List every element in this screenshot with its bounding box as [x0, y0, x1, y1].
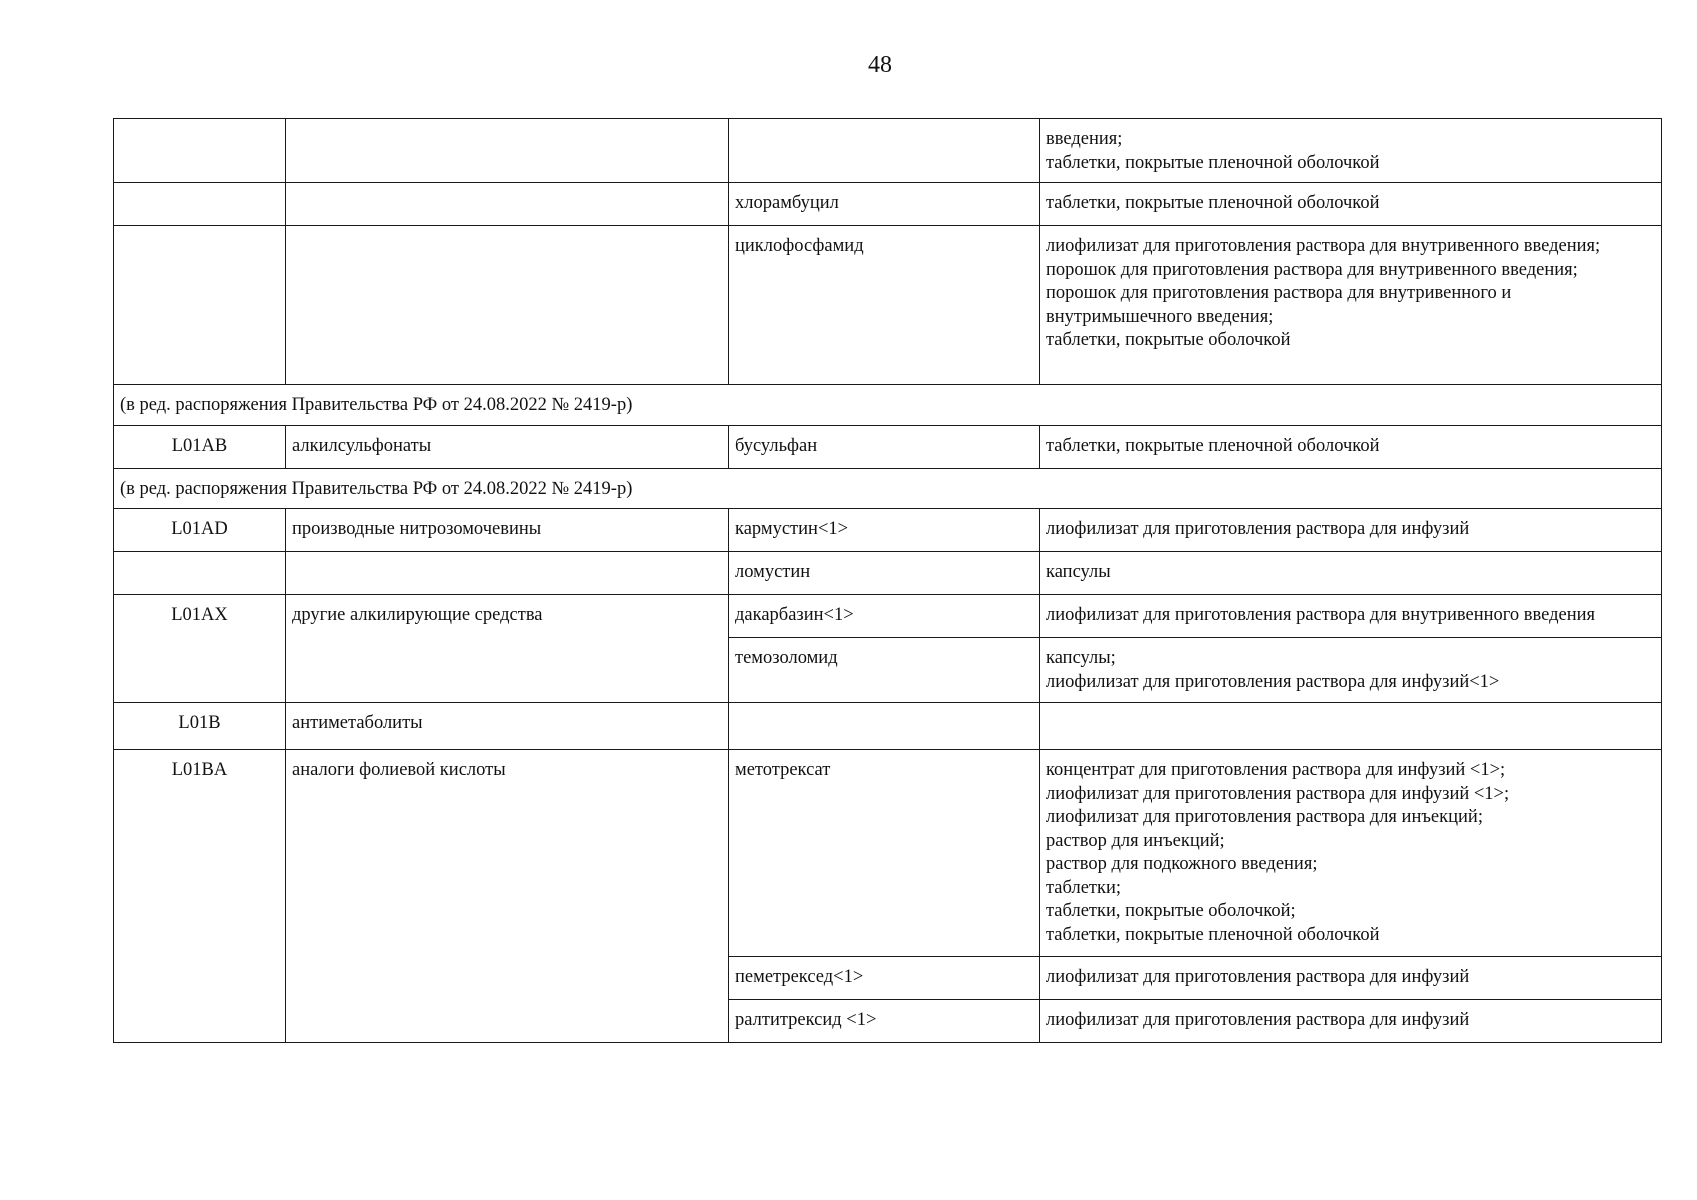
drug-name-cell: бусульфан: [729, 425, 1040, 468]
table-row: [114, 509, 1662, 552]
group-name-cell: [286, 552, 729, 595]
dosage-form-line: лиофилизат для приготовления раствора для инфузий<1>: [1046, 671, 1500, 692]
dosage-forms-cell: [1040, 750, 1662, 957]
atc-code-cell: L01AD: [114, 509, 286, 552]
page-number: 48: [868, 52, 892, 78]
group-name-cell: [286, 119, 729, 183]
drug-name-cell: метотрексат: [729, 750, 1040, 957]
dosage-forms-cell: [1040, 552, 1662, 595]
dosage-form-line: лиофилизат для приготовления раствора для инъекций;: [1046, 807, 1483, 827]
dosage-form-line: лиофилизат для приготовления раствора для инфузий: [1046, 519, 1470, 539]
dosage-form-line: таблетки, покрытые оболочкой;: [1046, 901, 1296, 921]
group-name-cell: антиметаболиты: [286, 703, 729, 750]
table-row: [114, 703, 1662, 750]
dosage-form-line: лиофилизат для приготовления раствора для инфузий: [1046, 1010, 1470, 1030]
drug-name-cell: дакарбазин<1>: [729, 595, 1040, 638]
dosage-form-line: лиофилизат для приготовления раствора для внутривенного введения: [1046, 605, 1596, 625]
group-name-cell: другие алкилирующие средства: [286, 595, 729, 703]
dosage-form-line: лиофилизат для приготовления раствора для инфузий: [1046, 967, 1470, 987]
table-row: [114, 119, 1662, 183]
drug-name-cell: [729, 119, 1040, 183]
group-name-cell: [286, 226, 729, 385]
dosage-form-line: введения;: [1046, 129, 1123, 149]
dosage-form-line: лиофилизат для приготовления раствора для инфузий <1>;: [1046, 783, 1510, 804]
table-row: [114, 552, 1662, 595]
atc-code-cell: [114, 183, 286, 226]
dosage-form-line: лиофилизат для приготовления раствора для внутривенного введения;: [1046, 236, 1601, 256]
dosage-forms-cell: [1040, 226, 1662, 385]
dosage-form-line: таблетки, покрытые пленочной оболочкой: [1046, 924, 1380, 945]
atc-code-cell: [114, 226, 286, 385]
dosage-form-line: таблетки, покрытые оболочкой: [1046, 330, 1291, 350]
edit-note: (в ред. распоряжения Правительства РФ от 24.08.2022 № 2419-р): [114, 468, 1662, 509]
dosage-form-line: порошок для приготовления раствора для внутривенного введения;: [1046, 259, 1578, 280]
edit-note-row: [114, 468, 1662, 509]
drug-name-cell: ралтитрексид <1>: [729, 1000, 1040, 1043]
group-name-cell: [286, 183, 729, 226]
dosage-forms-cell: [1040, 957, 1662, 1000]
table-row: [114, 183, 1662, 226]
dosage-form-line: таблетки, покрытые пленочной оболочкой: [1046, 193, 1380, 213]
drug-name-cell: кармустин<1>: [729, 509, 1040, 552]
dosage-forms-cell: [1040, 425, 1662, 468]
edit-note-row: [114, 385, 1662, 426]
dosage-form-line: таблетки, покрытые пленочной оболочкой: [1046, 152, 1380, 173]
dosage-form-line: раствор для подкожного введения;: [1046, 854, 1318, 874]
atc-code-cell: [114, 552, 286, 595]
group-name-cell: аналоги фолиевой кислоты: [286, 750, 729, 1043]
table-row: [114, 595, 1662, 638]
dosage-form-line: раствор для инъекций;: [1046, 830, 1225, 851]
dosage-form-line: концентрат для приготовления раствора для инфузий <1>;: [1046, 760, 1506, 780]
dosage-form-line: таблетки, покрытые пленочной оболочкой: [1046, 435, 1380, 456]
dosage-forms-cell: [1040, 595, 1662, 638]
dosage-form-line: капсулы;: [1046, 648, 1116, 668]
atc-code-cell: [114, 119, 286, 183]
dosage-forms-cell: [1040, 1000, 1662, 1043]
dosage-forms-cell: [1040, 703, 1662, 750]
dosage-form-line: порошок для приготовления раствора для внутривенного и внутримышечного введения;: [1046, 283, 1512, 327]
drug-name-cell: хлорамбуцил: [729, 183, 1040, 226]
dosage-forms-cell: [1040, 638, 1662, 703]
drug-name-cell: темозоломид: [729, 638, 1040, 703]
drug-name-cell: пеметрексед<1>: [729, 957, 1040, 1000]
drug-name-cell: [729, 703, 1040, 750]
drug-table: [113, 118, 1662, 1043]
atc-code-cell: L01B: [114, 703, 286, 750]
dosage-forms-cell: [1040, 509, 1662, 552]
dosage-forms-cell: [1040, 183, 1662, 226]
table-row: [114, 425, 1662, 468]
drug-name-cell: ломустин: [729, 552, 1040, 595]
dosage-form-line: капсулы: [1046, 562, 1111, 582]
atc-code-cell: L01AB: [114, 425, 286, 468]
dosage-form-line: таблетки;: [1046, 877, 1122, 898]
atc-code-cell: L01BA: [114, 750, 286, 1043]
table-row: [114, 226, 1662, 385]
edit-note: (в ред. распоряжения Правительства РФ от 24.08.2022 № 2419-р): [114, 385, 1662, 426]
group-name-cell: производные нитрозомочевины: [286, 509, 729, 552]
atc-code-cell: L01AX: [114, 595, 286, 703]
dosage-forms-cell: [1040, 119, 1662, 183]
table-row: [114, 750, 1662, 957]
drug-name-cell: циклофосфамид: [729, 226, 1040, 385]
group-name-cell: алкилсульфонаты: [286, 425, 729, 468]
